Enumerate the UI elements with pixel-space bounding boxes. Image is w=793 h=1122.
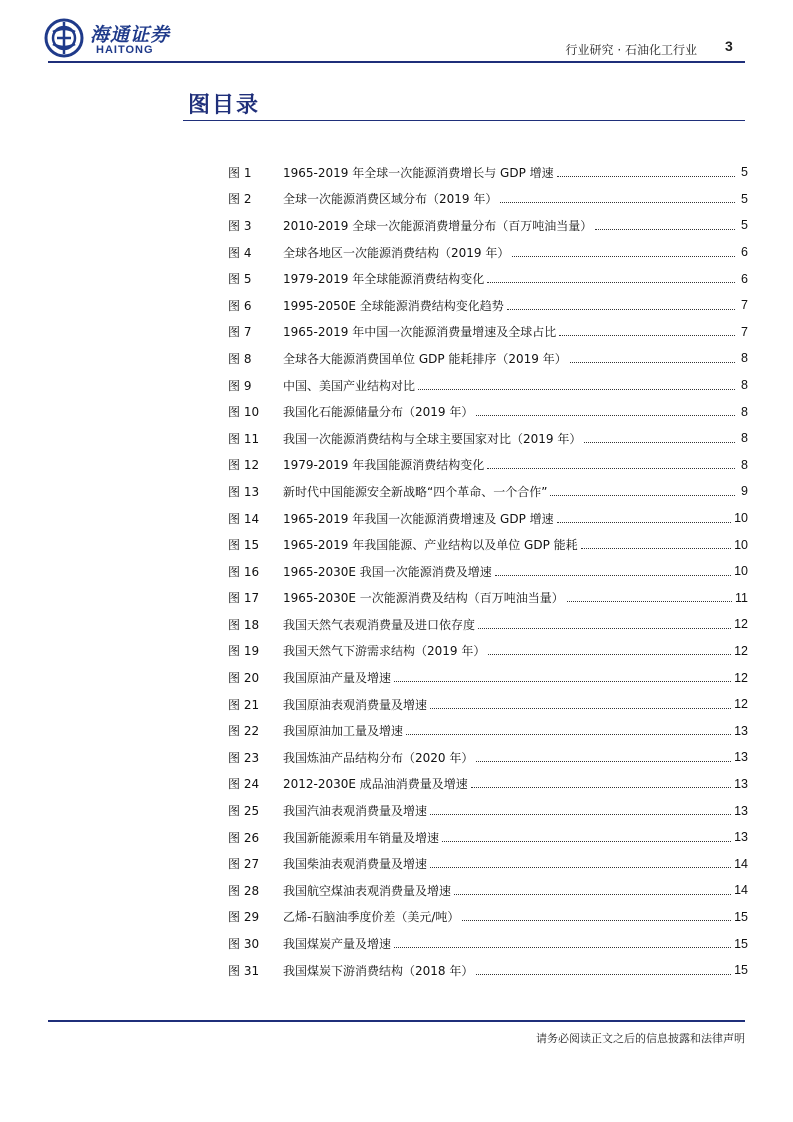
toc-entry[interactable] — [228, 265, 748, 292]
toc-figure-title: 我国炼油产品结构分布（2020 年） — [283, 750, 474, 765]
toc-leader-dots — [394, 681, 731, 682]
toc-leader-dots — [584, 442, 735, 443]
toc-page-number: 13 — [734, 830, 748, 845]
toc-figure-title: 我国天然气表观消费量及进口依存度 — [283, 617, 476, 632]
logo — [44, 18, 194, 58]
toc-leader-dots — [512, 256, 735, 257]
toc-entry[interactable] — [228, 850, 748, 877]
toc-figure-title: 2012-2030E 成品油消费量及增速 — [283, 777, 468, 792]
toc-figure-title: 中国、美国产业结构对比 — [283, 378, 416, 393]
toc-page-number: 13 — [734, 776, 748, 791]
toc-figure-number: 图 4 — [228, 245, 252, 260]
toc-figure-title: 1965-2019 年全球一次能源消费增长与 GDP 增速 — [283, 165, 554, 180]
toc-figure-number: 图 5 — [228, 272, 252, 287]
toc-leader-dots — [488, 654, 731, 655]
toc-page-number: 6 — [741, 245, 748, 260]
toc-leader-dots — [406, 734, 731, 735]
toc-figure-title: 我国原油表观消费量及增速 — [283, 697, 428, 712]
toc-page-number: 10 — [734, 537, 748, 552]
toc-entry[interactable] — [228, 691, 748, 718]
toc-entry[interactable] — [228, 212, 748, 239]
toc-figure-number: 图 18 — [228, 617, 260, 632]
toc-figure-title: 我国原油加工量及增速 — [283, 724, 404, 739]
toc-page-number: 10 — [734, 511, 748, 526]
toc-figure-title: 1965-2030E 我国一次能源消费及增速 — [283, 564, 492, 579]
haitong-logo-icon — [44, 18, 84, 58]
toc-figure-title: 我国航空煤油表观消费量及增速 — [283, 883, 452, 898]
toc-page-number: 8 — [741, 457, 748, 472]
toc-figure-number: 图 30 — [228, 937, 260, 952]
toc-page-number: 8 — [741, 378, 748, 393]
toc-entry[interactable] — [228, 611, 748, 638]
toc-figure-title: 1965-2019 年我国一次能源消费增速及 GDP 增速 — [283, 511, 554, 526]
toc-figure-number: 图 26 — [228, 830, 260, 845]
toc-entry[interactable] — [228, 159, 748, 186]
toc-page-number: 7 — [741, 298, 748, 313]
page-number: 3 — [725, 38, 733, 54]
toc-figure-number: 图 10 — [228, 405, 260, 420]
toc-figure-number: 图 3 — [228, 218, 252, 233]
toc-page-number: 15 — [734, 963, 748, 978]
footer-divider — [48, 1020, 745, 1022]
toc-figure-title: 全球各大能源消费国单位 GDP 能耗排序（2019 年） — [283, 351, 567, 366]
toc-entry[interactable] — [228, 930, 748, 957]
toc-entry[interactable] — [228, 239, 748, 266]
toc-figure-number: 图 7 — [228, 325, 252, 340]
title-divider — [183, 120, 745, 121]
toc-figure-title: 我国一次能源消费结构与全球主要国家对比（2019 年） — [283, 431, 582, 446]
header-category: 行业研究 · 石油化工行业 — [565, 43, 697, 57]
toc-figure-number: 图 1 — [228, 165, 252, 180]
toc-entry[interactable] — [228, 558, 748, 585]
toc-leader-dots — [507, 309, 735, 310]
toc-entry[interactable] — [228, 186, 748, 213]
toc-figure-number: 图 9 — [228, 378, 252, 393]
toc-figure-number: 图 24 — [228, 777, 260, 792]
toc-leader-dots — [476, 415, 735, 416]
toc-figure-title: 2010-2019 全球一次能源消费增量分布（百万吨油当量） — [283, 218, 593, 233]
toc-figure-number: 图 2 — [228, 192, 252, 207]
toc-page-number: 9 — [741, 484, 748, 499]
toc-figure-number: 图 25 — [228, 804, 260, 819]
toc-figure-title: 我国煤炭下游消费结构（2018 年） — [283, 963, 474, 978]
toc-leader-dots — [418, 389, 735, 390]
toc-page-number: 6 — [741, 271, 748, 286]
toc-page-number: 14 — [734, 883, 748, 898]
toc-figure-number: 图 8 — [228, 351, 252, 366]
toc-leader-dots — [394, 947, 731, 948]
toc-leader-dots — [430, 814, 731, 815]
toc-figure-number: 图 21 — [228, 697, 260, 712]
toc-entry[interactable] — [228, 797, 748, 824]
toc-figure-number: 图 17 — [228, 591, 260, 606]
toc-figure-number: 图 16 — [228, 564, 260, 579]
toc-leader-dots — [500, 202, 735, 203]
toc-leader-dots — [487, 468, 735, 469]
toc-figure-number: 图 22 — [228, 724, 260, 739]
toc-page-number: 12 — [734, 617, 748, 632]
toc-figure-title: 我国天然气下游需求结构（2019 年） — [283, 644, 486, 659]
toc-figure-title: 1965-2030E 一次能源消费及结构（百万吨油当量） — [283, 591, 564, 606]
toc-figure-number: 图 29 — [228, 910, 260, 925]
toc-leader-dots — [476, 761, 731, 762]
toc-entry[interactable] — [228, 717, 748, 744]
toc-leader-dots — [430, 708, 731, 709]
toc-figure-number: 图 19 — [228, 644, 260, 659]
toc-figure-number: 图 28 — [228, 883, 260, 898]
footer-disclaimer: 请务必阅读正文之后的信息披露和法律声明 — [536, 1032, 745, 1045]
toc-page-number: 14 — [734, 856, 748, 871]
toc-figure-number: 图 27 — [228, 857, 260, 872]
toc-figure-number: 图 20 — [228, 671, 260, 686]
toc-figure-number: 图 11 — [228, 431, 260, 446]
toc-figure-number: 图 14 — [228, 511, 260, 526]
toc-page-number: 7 — [741, 324, 748, 339]
toc-figure-title: 1979-2019 年全球能源消费结构变化 — [283, 272, 485, 287]
toc-leader-dots — [476, 974, 731, 975]
toc-page-number: 8 — [741, 351, 748, 366]
toc-entry[interactable] — [228, 505, 748, 532]
toc-page-number: 13 — [734, 803, 748, 818]
toc-page-number: 13 — [734, 750, 748, 765]
toc-leader-dots — [581, 548, 731, 549]
toc-page-number: 12 — [734, 643, 748, 658]
toc-page-number: 8 — [741, 404, 748, 419]
toc-entry[interactable] — [228, 771, 748, 798]
toc-figure-number: 图 31 — [228, 963, 260, 978]
toc-figure-number: 图 23 — [228, 750, 260, 765]
toc-figure-title: 乙烯-石脑油季度价差（美元/吨） — [283, 910, 460, 925]
toc-leader-dots — [567, 601, 732, 602]
toc-entry[interactable] — [228, 744, 748, 771]
toc-leader-dots — [570, 362, 735, 363]
toc-figure-title: 全球一次能源消费区域分布（2019 年） — [283, 192, 498, 207]
toc-figure-title: 我国柴油表观消费量及增速 — [283, 857, 428, 872]
toc-page-number: 8 — [741, 431, 748, 446]
header-divider — [48, 61, 745, 63]
toc-leader-dots — [442, 841, 731, 842]
toc-entry[interactable] — [228, 638, 748, 665]
toc-page-number: 13 — [734, 723, 748, 738]
toc-figure-number: 图 15 — [228, 538, 260, 553]
toc-entry[interactable] — [228, 877, 748, 904]
toc-figure-title: 全球各地区一次能源消费结构（2019 年） — [283, 245, 510, 260]
toc-figure-title: 1965-2019 年我国能源、产业结构以及单位 GDP 能耗 — [283, 538, 578, 553]
toc-page-number: 5 — [741, 218, 748, 233]
toc-leader-dots — [495, 575, 731, 576]
toc-leader-dots — [471, 787, 731, 788]
toc-leader-dots — [550, 495, 735, 496]
figure-list — [228, 159, 748, 983]
toc-figure-number: 图 13 — [228, 484, 260, 499]
logo-brand-cn: 海通证券 — [90, 24, 171, 46]
toc-entry[interactable] — [228, 478, 748, 505]
toc-entry[interactable] — [228, 664, 748, 691]
toc-figure-title: 我国新能源乘用车销量及增速 — [283, 830, 440, 845]
toc-figure-title: 我国原油产量及增速 — [283, 671, 392, 686]
toc-figure-number: 图 12 — [228, 458, 260, 473]
logo-brand-en: HAITONG — [96, 44, 154, 56]
toc-entry[interactable] — [228, 531, 748, 558]
toc-entry[interactable] — [228, 425, 748, 452]
toc-entry[interactable] — [228, 398, 748, 425]
toc-leader-dots — [595, 229, 735, 230]
toc-figure-title: 1965-2019 年中国一次能源消费量增速及全球占比 — [283, 325, 557, 340]
toc-leader-dots — [487, 282, 735, 283]
toc-page-number: 15 — [734, 936, 748, 951]
toc-leader-dots — [557, 522, 731, 523]
toc-figure-title: 新时代中国能源安全新战略“四个革命、一个合作” — [283, 484, 548, 499]
toc-page-number: 11 — [735, 590, 748, 605]
toc-leader-dots — [462, 920, 731, 921]
toc-leader-dots — [557, 176, 735, 177]
toc-entry[interactable] — [228, 957, 748, 984]
toc-figure-title: 我国汽油表观消费量及增速 — [283, 804, 428, 819]
toc-figure-number: 图 6 — [228, 298, 252, 313]
toc-entry[interactable] — [228, 824, 748, 851]
toc-entry[interactable] — [228, 372, 748, 399]
toc-page-number: 12 — [734, 670, 748, 685]
toc-entry[interactable] — [228, 292, 748, 319]
toc-page-number: 15 — [734, 909, 748, 924]
toc-leader-dots — [559, 335, 735, 336]
toc-entry[interactable] — [228, 345, 748, 372]
toc-page-number: 5 — [741, 165, 748, 180]
toc-page-number: 12 — [734, 697, 748, 712]
toc-entry[interactable] — [228, 585, 748, 612]
toc-entry[interactable] — [228, 904, 748, 931]
toc-entry[interactable] — [228, 319, 748, 346]
toc-page-number: 5 — [741, 191, 748, 206]
page-title: 图目录 — [188, 93, 261, 118]
toc-leader-dots — [478, 628, 731, 629]
toc-leader-dots — [454, 894, 731, 895]
toc-leader-dots — [430, 867, 731, 868]
toc-figure-title: 我国煤炭产量及增速 — [283, 937, 392, 952]
toc-figure-title: 1995-2050E 全球能源消费结构变化趋势 — [283, 298, 504, 313]
toc-entry[interactable] — [228, 452, 748, 479]
toc-page-number: 10 — [734, 564, 748, 579]
toc-figure-title: 1979-2019 年我国能源消费结构变化 — [283, 458, 485, 473]
toc-figure-title: 我国化石能源储量分布（2019 年） — [283, 405, 474, 420]
